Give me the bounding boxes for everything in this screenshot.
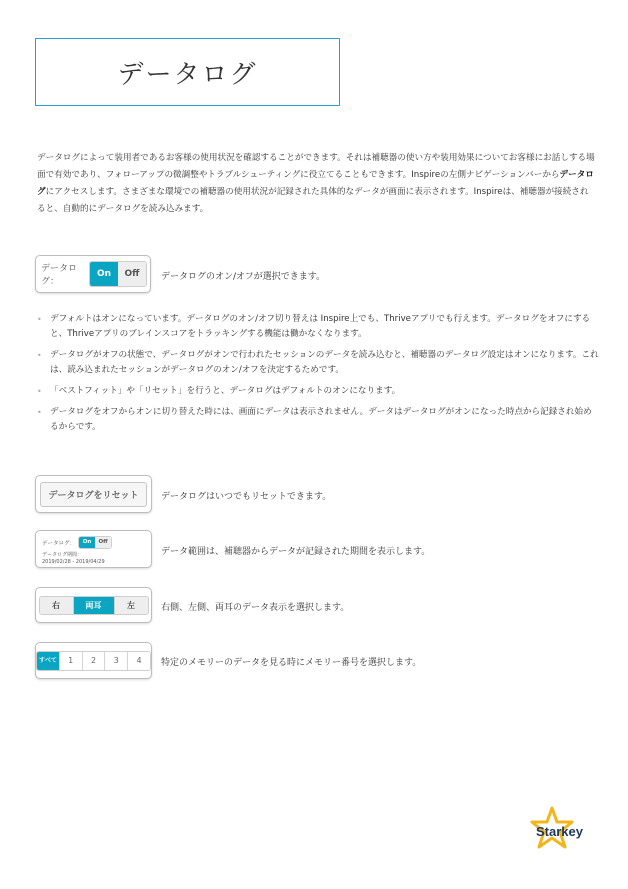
range-on-button[interactable]: On: [79, 537, 95, 548]
bullet-item: • データログをオフからオンに切り替えた時には、画面にデータは表示されません。データはデータログがオンになった時点から記録され始めるからです。: [37, 405, 599, 435]
intro-text-1: データログによって装用者であるお客様の使用状況を確認することができます。それは補聴器の使い方や装用効果についてお客様にお話しする場面で有効であり、フォローアップの微調整やトラブルシューティングに役立てることもできます。Inspireの左側ナビゲーションバーから: [37, 153, 595, 180]
period-label: データログ期間：: [42, 552, 83, 558]
reset-description: データログはいつでもリセットできます。: [161, 492, 332, 502]
toggle-on-button[interactable]: On: [90, 262, 118, 286]
datalog-toggle-label: データログ：: [41, 264, 78, 287]
intro-paragraph: [37, 150, 597, 218]
range-description: データ範囲は、補聴器からデータが記録された期間を表示します。: [161, 547, 431, 557]
reset-datalog-button[interactable]: データログをリセット: [40, 482, 148, 507]
toggle-description: データログのオン/オフが選択できます。: [161, 272, 326, 282]
side-both-button[interactable]: 両耳: [74, 597, 115, 614]
range-off-button[interactable]: Off: [95, 537, 111, 548]
intro-text-2: にアクセスします。さまざまな環境での補聴器の使用状況が記録された具体的なデータが画面に表示されます。Inspireは、補聴器が接続されると、自動的にデータログを読み込みます。: [37, 187, 589, 214]
bullet-item: • 「ベストフィット」や「リセット」を行うと、データログはデフォルトのオンになります。: [37, 384, 599, 399]
side-selector[interactable]: [39, 596, 149, 615]
memory-button-3[interactable]: 3: [105, 652, 128, 670]
memory-screenshot: [35, 642, 152, 679]
bullet-list: [37, 312, 599, 441]
side-left-button[interactable]: 左: [115, 597, 148, 614]
intro-bold-datalog: データログ: [37, 170, 594, 197]
bullet-item: • データログがオフの状態で、データログがオンで行われたセッションのデータを読み込むと、補聴器のデータログ設定はオンになります。これは、読み込まれたセッションがデータログのオン/オフを決定するためです。: [37, 348, 599, 378]
title-box: [35, 38, 340, 106]
bullet-item: • デフォルトはオンになっています。データログのオン/オフ切り替えは Inspire上でも、Thriveアプリでも行えます。データログをオフにすると、Thriveアプリのブレインスコアをトラッキングする機能は働かなくなります。: [37, 312, 599, 342]
period-value: 2019/02/28 - 2019/04/29: [42, 559, 105, 565]
datalog-toggle[interactable]: [89, 261, 147, 287]
side-right-button[interactable]: 右: [40, 597, 74, 614]
range-toggle[interactable]: [78, 536, 112, 549]
memory-button-4[interactable]: 4: [128, 652, 150, 670]
memory-selector[interactable]: [36, 651, 151, 671]
toggle-off-button[interactable]: Off: [118, 262, 146, 286]
memory-all-button[interactable]: すべて: [37, 652, 60, 670]
range-screenshot: [35, 530, 152, 568]
memory-description: 特定のメモリーのデータを見る時にメモリー番号を選択します。: [161, 658, 422, 668]
starkey-logo: [522, 806, 597, 854]
range-toggle-label: データログ：: [42, 540, 76, 547]
memory-button-2[interactable]: 2: [83, 652, 106, 670]
datalog-toggle-screenshot: [35, 255, 151, 293]
memory-button-1[interactable]: 1: [60, 652, 83, 670]
side-screenshot: [35, 587, 152, 623]
side-description: 右側、左側、両耳のデータ表示を選択します。: [161, 603, 350, 613]
reset-screenshot: [35, 475, 152, 513]
page-title: データログ: [117, 59, 258, 90]
logo-text: Starkey: [536, 824, 583, 839]
